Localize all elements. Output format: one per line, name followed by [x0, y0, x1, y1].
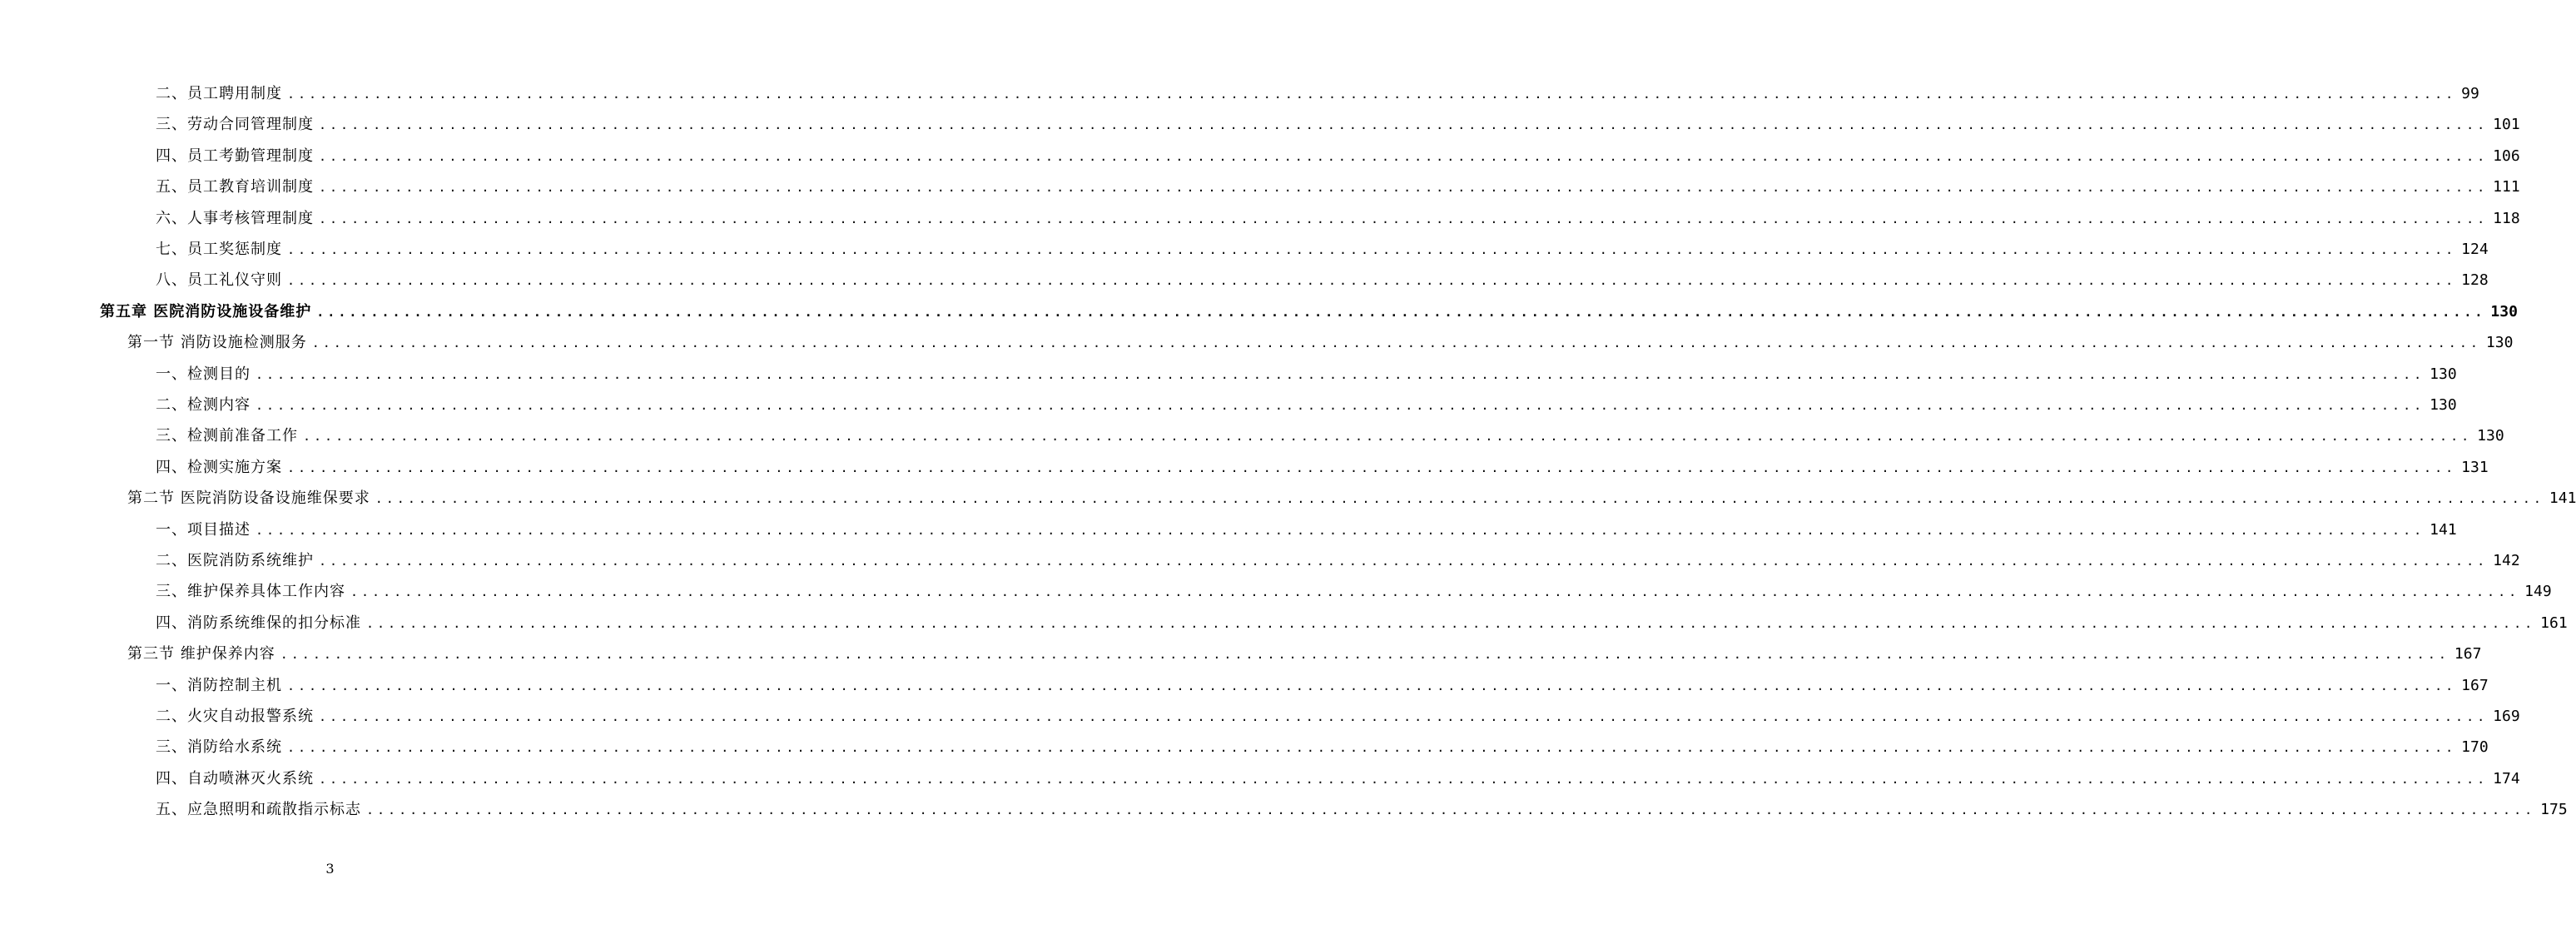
toc-entry-label: 四、员工考勤管理制度	[156, 147, 314, 165]
toc-entry-page: 175	[2540, 801, 2568, 819]
toc-leader-dots: ........................................................................................................................................................................................................	[319, 148, 2489, 164]
toc-entry-label: 一、项目描述	[156, 520, 251, 539]
toc-entry-label: 五、员工教育培训制度	[156, 178, 314, 196]
toc-leader-dots: ........................................................................................................................................................................................................	[256, 522, 2425, 538]
toc-entry-label: 一、消防控制主机	[156, 676, 282, 694]
toc-entry[interactable]	[156, 519, 2457, 541]
toc-leader-dots: ........................................................................................................................................................................................................	[319, 709, 2489, 724]
toc-entry-label: 五、应急照明和疏散指示标志	[156, 801, 361, 819]
toc-entry-label: 二、火灾自动报警系统	[156, 708, 314, 725]
toc-entry-label: 第二节 医院消防设备设施维保要求	[127, 489, 370, 508]
toc-entry[interactable]	[156, 83, 2479, 105]
toc-entry-label: 四、消防系统维保的扣分标准	[156, 614, 361, 632]
toc-entry[interactable]	[156, 364, 2457, 385]
toc-entry-page: 170	[2461, 738, 2489, 757]
toc-entry[interactable]	[156, 706, 2520, 728]
toc-entry-label: 四、自动喷淋灭火系统	[156, 769, 314, 787]
toc-entry[interactable]	[156, 581, 2552, 603]
toc-leader-dots: ........................................................................................................................................................................................................	[311, 335, 2481, 351]
toc-entry-page: 101	[2493, 116, 2520, 134]
toc-entry-label: 八、员工礼仪守则	[156, 271, 282, 290]
toc-leader-dots: ........................................................................................................................................................................................................	[280, 647, 2449, 663]
toc-entry-label: 二、医院消防系统维护	[156, 552, 314, 569]
toc-entry-page: 167	[2461, 676, 2489, 694]
toc-entry-page: 174	[2493, 769, 2520, 787]
toc-leader-dots: ........................................................................................................................................................................................................	[256, 398, 2425, 413]
toc-entry-page: 130	[2477, 427, 2504, 445]
toc-leader-dots: ........................................................................................................................................................................................................	[287, 242, 2457, 257]
toc-entry[interactable]	[156, 114, 2520, 136]
toc-entry[interactable]	[156, 737, 2489, 758]
toc-entry-label: 三、消防给水系统	[156, 738, 282, 757]
toc-entry-label: 第一节 消防设施检测服务	[127, 334, 307, 352]
toc-entry-page: 161	[2540, 614, 2568, 632]
toc-leader-dots: ........................................................................................................................................................................................................	[287, 273, 2457, 289]
toc-leader-dots: ........................................................................................................................................................................................................	[319, 117, 2489, 133]
toc-leader-dots: ........................................................................................................................................................................................................	[319, 554, 2489, 569]
toc-entry[interactable]	[156, 550, 2520, 572]
toc-entry[interactable]	[156, 457, 2489, 479]
toc-entry[interactable]	[156, 613, 2568, 634]
toc-entry-page: 99	[2461, 85, 2479, 102]
toc-entry[interactable]	[156, 208, 2520, 230]
toc-entry-page: 130	[2485, 334, 2514, 352]
toc-leader-dots: ........................................................................................................................................................................................................	[319, 180, 2489, 196]
toc-entry[interactable]	[156, 799, 2568, 821]
toc-entry-page: 124	[2461, 241, 2489, 258]
toc-leader-dots: ........................................................................................................................................................................................................	[303, 429, 2473, 445]
toc-entry-page: 149	[2524, 583, 2552, 601]
toc-leader-dots: ........................................................................................................................................................................................................	[350, 584, 2520, 600]
toc-entry-page: 130	[2430, 396, 2457, 414]
toc-entry[interactable]	[156, 395, 2457, 416]
toc-entry-label: 四、检测实施方案	[156, 458, 282, 476]
toc-entry-label: 第三节 维护保养内容	[127, 645, 275, 663]
toc-leader-dots: ........................................................................................................................................................................................................	[319, 771, 2489, 787]
toc-entry-label: 一、检测目的	[156, 365, 251, 383]
toc-entry-label: 七、员工奖惩制度	[156, 241, 282, 258]
toc-entry-label: 三、劳动合同管理制度	[156, 116, 314, 134]
page-number: 3	[325, 861, 335, 877]
toc-entry-page: 128	[2461, 271, 2489, 290]
toc-entry[interactable]	[156, 768, 2520, 790]
toc-entry[interactable]	[156, 146, 2520, 167]
toc-entry[interactable]	[156, 239, 2489, 261]
toc-entry-page: 131	[2461, 458, 2489, 476]
toc-entry-label: 二、员工聘用制度	[156, 85, 282, 102]
toc-entry-label: 三、维护保养具体工作内容	[156, 583, 345, 601]
toc-leader-dots: ........................................................................................................................................................................................................	[287, 460, 2457, 475]
toc-entry-page: 130	[2430, 365, 2457, 383]
toc-entry-page: 141	[2549, 489, 2576, 508]
toc-entry-label: 六、人事考核管理制度	[156, 209, 314, 227]
toc-entry[interactable]	[100, 301, 2518, 323]
toc-entry[interactable]	[127, 332, 2514, 354]
toc-entry[interactable]	[127, 643, 2482, 665]
toc-entry-page: 106	[2493, 147, 2520, 165]
toc-entry[interactable]	[127, 488, 2576, 509]
toc-entry-page: 111	[2493, 178, 2520, 196]
toc-leader-dots: ........................................................................................................................................................................................................	[287, 678, 2457, 693]
toc-entry-page: 141	[2430, 520, 2457, 539]
toc-leader-dots: ........................................................................................................................................................................................................	[319, 211, 2489, 226]
toc-entry[interactable]	[156, 425, 2504, 447]
toc-leader-dots: ........................................................................................................................................................................................................	[287, 740, 2457, 756]
toc-leader-dots: ........................................................................................................................................................................................................	[287, 87, 2457, 102]
toc-entry-page: 130	[2490, 302, 2518, 320]
toc-leader-dots: ........................................................................................................................................................................................................	[256, 366, 2425, 382]
toc-entry-label: 三、检测前准备工作	[156, 427, 298, 445]
toc-entry[interactable]	[156, 270, 2489, 291]
toc-leader-dots: ........................................................................................................................................................................................................	[366, 615, 2536, 631]
toc-entry[interactable]	[156, 176, 2520, 198]
toc-entry-page: 142	[2493, 552, 2520, 569]
toc-entry-page: 169	[2493, 708, 2520, 725]
toc-entry-label: 二、检测内容	[156, 396, 251, 414]
toc-entry-page: 118	[2493, 209, 2520, 227]
toc-leader-dots: ........................................................................................................................................................................................................	[316, 304, 2486, 320]
toc-entry-page: 167	[2454, 645, 2482, 663]
toc-leader-dots: ........................................................................................................................................................................................................	[366, 802, 2536, 818]
toc-leader-dots: ........................................................................................................................................................................................................	[375, 491, 2544, 507]
toc-entry-label: 第五章 医院消防设施设备维护	[100, 302, 312, 320]
toc-entry[interactable]	[156, 675, 2489, 697]
